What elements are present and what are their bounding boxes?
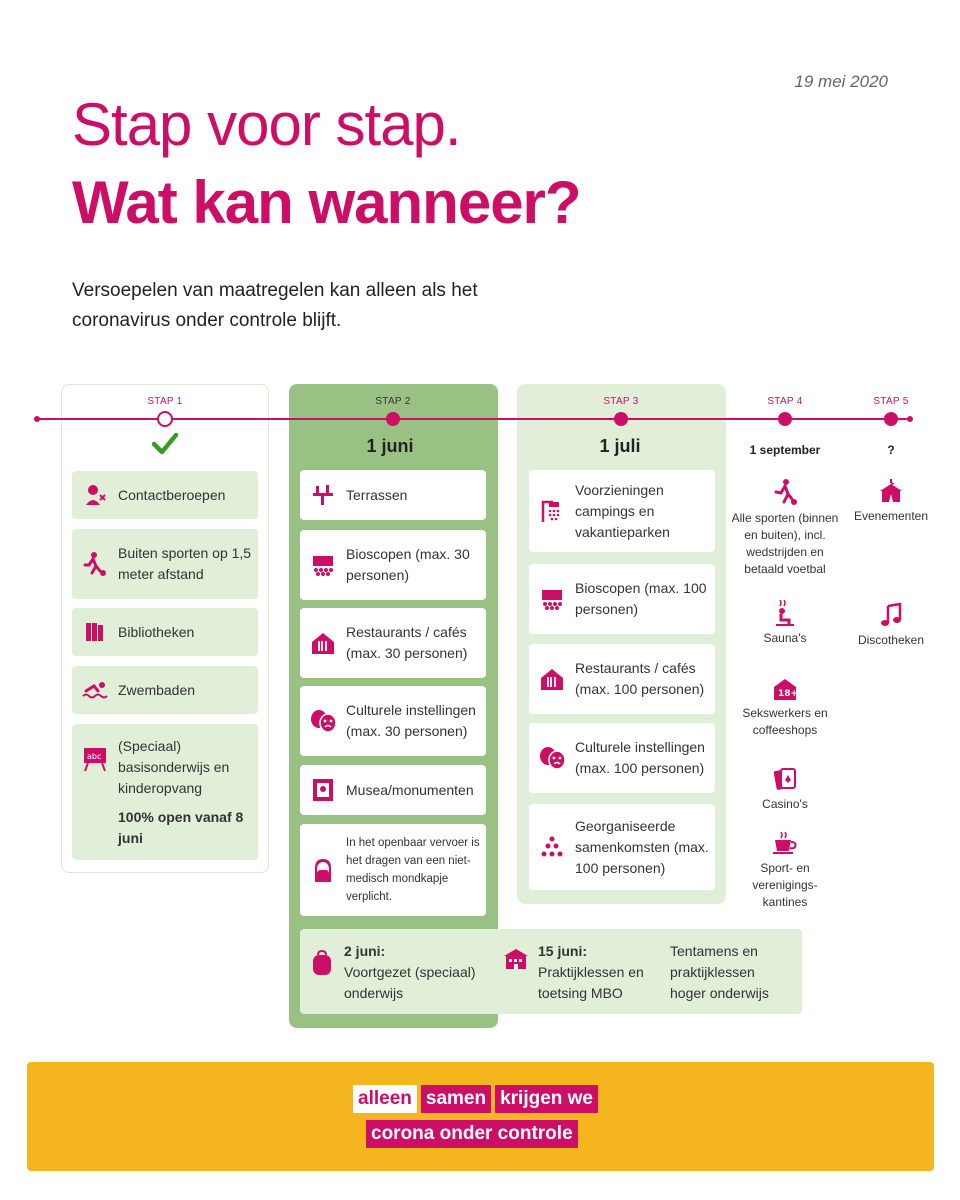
page-title-line-2: Wat kan wanneer? — [72, 169, 581, 236]
stap3-item-culturele — [529, 723, 715, 793]
stap2-label: STAP 2 — [375, 396, 411, 407]
stap1-label: STAP 1 — [147, 396, 183, 407]
stap5-item-text: Evenementen — [853, 509, 929, 523]
stap3-item-text: Georganiseerde samenkomsten (max. 100 personen) — [575, 817, 709, 876]
stap4-date: 1 september — [749, 443, 821, 457]
restaurant-icon — [300, 631, 346, 655]
stap4-item-text: Sekswerkers en coffeeshops — [742, 706, 828, 737]
stap2-item-text: Restaurants / cafés (max. 30 personen) — [346, 624, 468, 661]
stap1-marker — [157, 411, 173, 427]
slogan-banner — [27, 1062, 934, 1171]
stap2-item-culturele — [300, 686, 486, 756]
stap5-item-text: Discotheken — [857, 633, 925, 647]
education-item-ho: Tentamens en praktijklessen hoger onderwijs — [670, 943, 769, 1001]
stap4-item-text: Casino's — [762, 797, 808, 811]
timeline-end-dot — [907, 416, 913, 422]
stap2-date: 1 juni — [366, 436, 414, 456]
stap3-item-text: Restaurants / cafés (max. 100 personen) — [575, 660, 705, 697]
adult-18-icon — [730, 677, 840, 701]
stap2-item-text: Bioscopen (max. 30 personen) — [346, 546, 470, 583]
stap4-item-saunas — [730, 598, 840, 647]
stap2-item-bioscopen — [300, 530, 486, 600]
books-icon — [72, 620, 118, 644]
page-title-line-1: Stap voor stap. — [72, 91, 461, 158]
circus-tent-icon — [836, 478, 946, 504]
slogan-word-krijgen-we: krijgen we — [495, 1085, 598, 1113]
stap1-item-contactberoepen — [72, 471, 258, 519]
stap2-item-text: In het openbaar vervoer is het dragen van een niet-medisch mondkapje verplicht. — [346, 837, 480, 903]
education-item-vo — [344, 941, 494, 1004]
education-item-date: 2 juni: — [344, 943, 386, 959]
slogan-line-2: corona onder controle — [366, 1120, 578, 1148]
stap2-item-musea — [300, 765, 486, 815]
education-strip — [300, 929, 802, 1014]
stap4-item-text: Sauna's — [763, 631, 807, 645]
cinema-icon — [300, 553, 346, 577]
stap2-item-text: Musea/monumenten — [346, 781, 474, 798]
stap1-item-zwembaden — [72, 666, 258, 714]
svg-text:abc: abc — [87, 752, 102, 761]
stap4-item-sporten — [730, 478, 840, 578]
stap1-item-text: (Speciaal) basisonderwijs en kinderopvang — [118, 738, 230, 796]
stap2-item-mondkapje — [300, 824, 486, 916]
stap3-item-text: Voorzieningen campings en vakantieparken — [575, 481, 670, 540]
stap2-item-terrassen — [300, 470, 486, 520]
stap3-item-bioscopen — [529, 564, 715, 634]
stap1-item-buiten-sporten — [72, 529, 258, 599]
stap4-item-sekswerkers — [730, 677, 840, 739]
shower-icon — [529, 498, 575, 524]
runner-ball-icon — [72, 551, 118, 577]
stap5-item-discotheken — [836, 602, 946, 649]
gathering-icon — [529, 835, 575, 859]
cinema-icon — [529, 587, 575, 611]
checkmark-icon — [152, 432, 178, 461]
stap2-item-text: Terrassen — [346, 486, 408, 503]
stap2-marker — [386, 412, 400, 426]
terrace-icon — [300, 483, 346, 507]
stap5-label: STAP 5 — [873, 396, 909, 407]
coffee-cup-icon — [730, 830, 840, 856]
stap1-item-text: Bibliotheken — [118, 623, 195, 640]
stap5-item-evenementen — [836, 478, 946, 525]
timeline-start-dot — [34, 416, 40, 422]
stap3-item-text: Bioscopen (max. 100 personen) — [575, 580, 707, 617]
school-building-icon — [503, 947, 529, 976]
museum-frame-icon — [300, 777, 346, 803]
theater-masks-icon — [300, 709, 346, 733]
sauna-icon — [730, 598, 840, 626]
stap1-item-text: Contactberoepen — [118, 486, 226, 503]
stap3-item-campings — [529, 470, 715, 552]
slogan-word-samen: samen — [421, 1085, 491, 1113]
stap3-item-text: Culturele instellingen (max. 100 personen) — [575, 739, 705, 776]
stap4-item-casinos — [730, 766, 840, 813]
stap3-date: 1 juli — [599, 436, 641, 456]
slogan-word-alleen: alleen — [353, 1085, 417, 1113]
blackboard-icon — [72, 736, 118, 772]
intro-text: Versoepelen van maatregelen kan alleen als het coronavirus onder controle blijft. — [72, 280, 478, 331]
playing-cards-icon — [730, 766, 840, 792]
education-item-date: 15 juni: — [538, 943, 588, 959]
face-mask-icon — [300, 856, 346, 884]
education-item-text: Praktijklessen en toetsing MBO — [538, 964, 644, 1001]
music-note-icon — [836, 602, 946, 628]
svg-text:18+: 18+ — [778, 689, 798, 699]
stap1-item-note: 100% open vanaf 8 juni — [118, 809, 244, 846]
restaurant-icon — [529, 667, 575, 691]
stap5-marker — [884, 412, 898, 426]
swimmer-icon — [72, 679, 118, 701]
stap4-label: STAP 4 — [767, 396, 803, 407]
stap3-label: STAP 3 — [603, 396, 639, 407]
education-item-mbo — [538, 941, 658, 1004]
education-item-text: Voortgezet (speciaal) onderwijs — [344, 964, 476, 1001]
stap3-item-restaurants — [529, 644, 715, 714]
stap1-item-text: Zwembaden — [118, 681, 196, 698]
hairdresser-icon — [72, 483, 118, 507]
publication-date: 19 mei 2020 — [794, 72, 888, 91]
stap2-item-restaurants — [300, 608, 486, 678]
theater-masks-icon — [529, 746, 575, 770]
stap4-item-text: Alle sporten (binnen en buiten), incl. wedstrijden en betaald voetbal — [731, 511, 839, 576]
stap2-item-text: Culturele instellingen (max. 30 personen) — [346, 702, 476, 739]
stap1-item-basisonderwijs — [72, 724, 258, 860]
stap4-item-kantines — [730, 830, 840, 911]
stap4-item-text: Sport- en verenigings-kantines — [752, 861, 818, 909]
stap4-marker — [778, 412, 792, 426]
stap3-item-samenkomsten — [529, 804, 715, 890]
stap3-marker — [614, 412, 628, 426]
stap5-date: ? — [887, 443, 895, 457]
stap1-item-text: Buiten sporten op 1,5 meter afstand — [118, 545, 252, 582]
stap1-item-bibliotheken — [72, 608, 258, 656]
backpack-icon — [310, 949, 334, 982]
soccer-player-icon — [730, 478, 840, 506]
